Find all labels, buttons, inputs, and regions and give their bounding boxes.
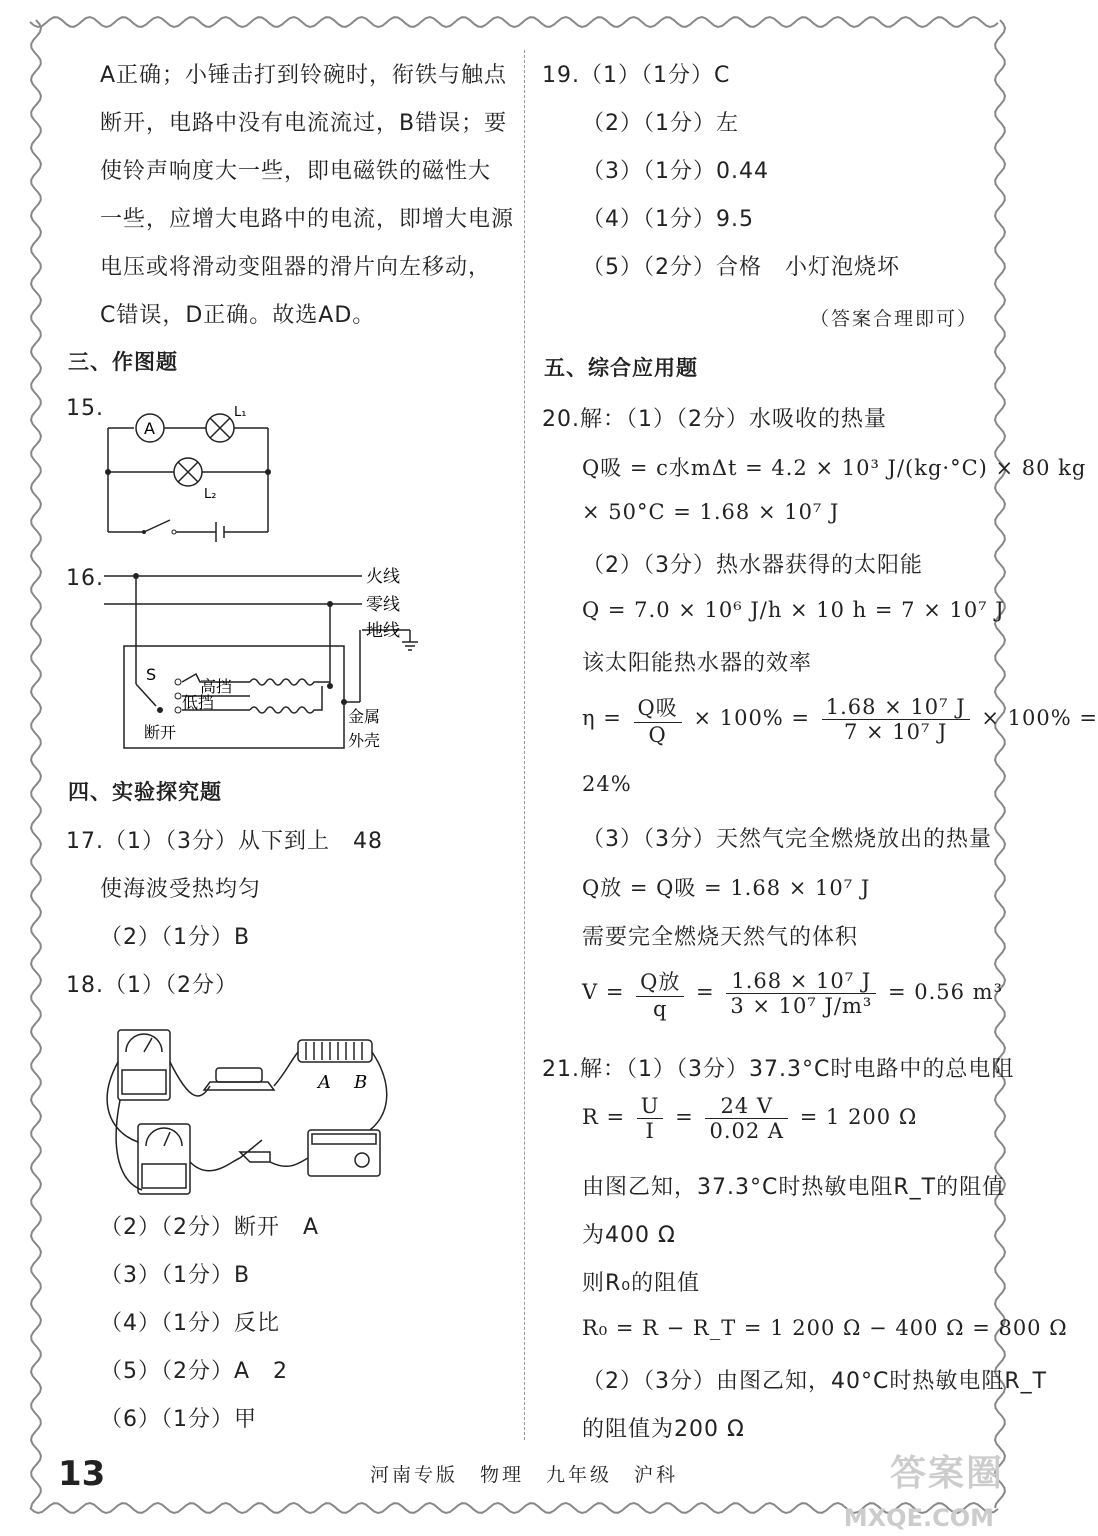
q14-line-2: 断开，电路中没有电流流过，B错误；要 — [100, 111, 508, 136]
l1-label: L₁ — [234, 405, 247, 420]
v-den-2: 3 × 10⁷ J/m³ — [730, 994, 873, 1018]
r-num-1: U — [637, 1094, 664, 1119]
q20-eq2: Q = 7.0 × 10⁶ J/h × 10 h = 7 × 10⁷ J — [582, 598, 1005, 622]
q20-eta-equation — [582, 692, 1098, 747]
q20-eff: 该太阳能热水器的效率 — [582, 651, 813, 676]
live-wire-label: 火线 — [366, 567, 400, 587]
q20-vol: 需要完全燃烧天然气的体积 — [582, 925, 859, 950]
v-eq: = — [696, 980, 715, 1004]
r-num-2: 24 V — [705, 1094, 788, 1119]
q20-volume-equation — [582, 966, 1003, 1021]
q17-1: 17.（1）（3分）从下到上 48 — [66, 829, 383, 854]
neutral-wire-label: 零线 — [366, 595, 400, 615]
q14-line-1: A正确；小锤击打到铃碗时，衔铁与触点 — [100, 63, 508, 88]
q20-3: （3）（3分）天然气完全燃烧放出的热量 — [582, 827, 992, 852]
q21-2b: 的阻值为200 Ω — [582, 1417, 745, 1442]
r-result: = 1 200 Ω — [799, 1105, 918, 1129]
q17-2: （2）（1分）B — [100, 925, 251, 950]
eta-den-2: 7 × 10⁷ J — [843, 720, 948, 744]
q20-eq1: Q吸 = c水mΔt = 4.2 × 10³ J/(kg·°C) × 80 kg — [582, 456, 1087, 480]
eta-mid: × 100% = — [693, 706, 811, 730]
page-number: 13 — [58, 1454, 106, 1494]
v-fraction-1 — [636, 966, 684, 1021]
q20-eq3: Q放 = Q吸 = 1.68 × 10⁷ J — [582, 876, 871, 900]
r-fraction-1 — [637, 1094, 664, 1143]
r-fraction-2 — [705, 1094, 788, 1143]
q18-1: 18.（1）（2分） — [66, 973, 238, 998]
r-lhs: R = — [582, 1105, 626, 1129]
q15-circuit-diagram — [100, 400, 280, 550]
q20-head: 20.解：（1）（2分）水吸收的热量 — [542, 407, 887, 432]
watermark-logo: 答案圈 — [889, 1453, 1004, 1494]
eta-fraction-2 — [822, 695, 970, 744]
q21-t3: 则R₀的阻值 — [582, 1271, 701, 1296]
column-divider — [524, 50, 525, 1440]
switch-s-label: S — [146, 665, 157, 684]
q16-number: 16. — [66, 566, 104, 591]
q14-line-6: C错误，D正确。故选AD。 — [100, 303, 376, 328]
section-application: 五、综合应用题 — [544, 356, 698, 380]
watermark-url: MXQE.COM — [843, 1504, 994, 1532]
v-num-1: Q放 — [636, 966, 684, 997]
eta-end: × 100% = — [981, 706, 1098, 730]
q19-note: （答案合理即可） — [810, 308, 979, 330]
r-den-2: 0.02 A — [709, 1119, 785, 1143]
q21-resistance-equation — [582, 1094, 917, 1143]
high-gear-label: 高挡 — [200, 677, 233, 696]
eta-den-1: Q — [648, 723, 667, 747]
section-experiment: 四、实验探究题 — [68, 780, 222, 804]
r-eq: = — [675, 1105, 694, 1129]
eta-lhs: η = — [582, 706, 622, 730]
q14-line-3: 使铃声响度大一些，即电磁铁的磁性大 — [100, 159, 492, 184]
q15-number: 15. — [66, 396, 104, 421]
eta-result: 24% — [582, 772, 632, 796]
footer-edition: 河南专版 物理 九年级 沪科 — [370, 1464, 679, 1486]
q19-4: （4）（1分）9.5 — [582, 207, 754, 232]
section-drawing: 三、作图题 — [68, 350, 178, 374]
eta-num-2: 1.68 × 10⁷ J — [822, 695, 970, 720]
casing-label: 外壳 — [348, 731, 381, 750]
q19-2: （2）（1分）左 — [582, 111, 739, 136]
q14-line-4: 一些，应增大电路中的电流，即增大电源 — [100, 207, 515, 232]
metal-label: 金属 — [348, 707, 381, 726]
q18-apparatus-diagram — [100, 1012, 400, 1202]
q19-1: 19.（1）（1分）C — [542, 63, 731, 88]
low-gear-label: 低挡 — [182, 693, 215, 712]
terminal-a-label: A — [318, 1072, 331, 1093]
q19-5: （5）（2分）合格 小灯泡烧坏 — [582, 255, 900, 280]
q19-3: （3）（1分）0.44 — [582, 159, 769, 184]
q18-3: （3）（1分）B — [100, 1263, 251, 1288]
q18-4: （4）（1分）反比 — [100, 1311, 280, 1336]
q21-head: 21.解：（1）（3分）37.3°C时电路中的总电阻 — [542, 1057, 1015, 1082]
q18-5: （5）（2分）A 2 — [100, 1359, 289, 1384]
q20-eq1b: × 50°C = 1.68 × 10⁷ J — [582, 500, 840, 524]
q17-1b: 使海波受热均匀 — [100, 877, 262, 902]
off-label: 断开 — [144, 723, 177, 742]
terminal-b-label: B — [354, 1072, 368, 1093]
ammeter-label: A — [144, 419, 155, 438]
v-den-1: q — [653, 997, 668, 1021]
eta-fraction-1 — [634, 692, 682, 747]
v-result: = 0.56 m³ — [887, 980, 1004, 1004]
v-num-2: 1.68 × 10⁷ J — [726, 969, 876, 994]
q20-2: （2）（3分）热水器获得的太阳能 — [582, 553, 923, 578]
q21-t1: 由图乙知，37.3°C时热敏电阻R_T的阻值 — [582, 1175, 1006, 1200]
q18-2: （2）（2分）断开 A — [100, 1215, 320, 1240]
q21-2: （2）（3分）由图乙知，40°C时热敏电阻R_T — [582, 1369, 1048, 1394]
q18-6: （6）（1分）甲 — [100, 1407, 257, 1432]
ground-wire-label: 地线 — [366, 621, 400, 641]
eta-num-1: Q吸 — [634, 692, 682, 723]
r-den-1: I — [645, 1119, 655, 1143]
v-fraction-2 — [726, 969, 876, 1018]
l2-label: L₂ — [204, 487, 217, 502]
q16-wiring-diagram — [100, 562, 440, 762]
q14-line-5: 电压或将滑动变阻器的滑片向左移动， — [100, 255, 492, 280]
q21-t2: 为400 Ω — [582, 1223, 676, 1248]
v-lhs: V = — [582, 980, 625, 1004]
q21-eq2: R₀ = R − R_T = 1 200 Ω − 400 Ω = 800 Ω — [582, 1316, 1068, 1340]
